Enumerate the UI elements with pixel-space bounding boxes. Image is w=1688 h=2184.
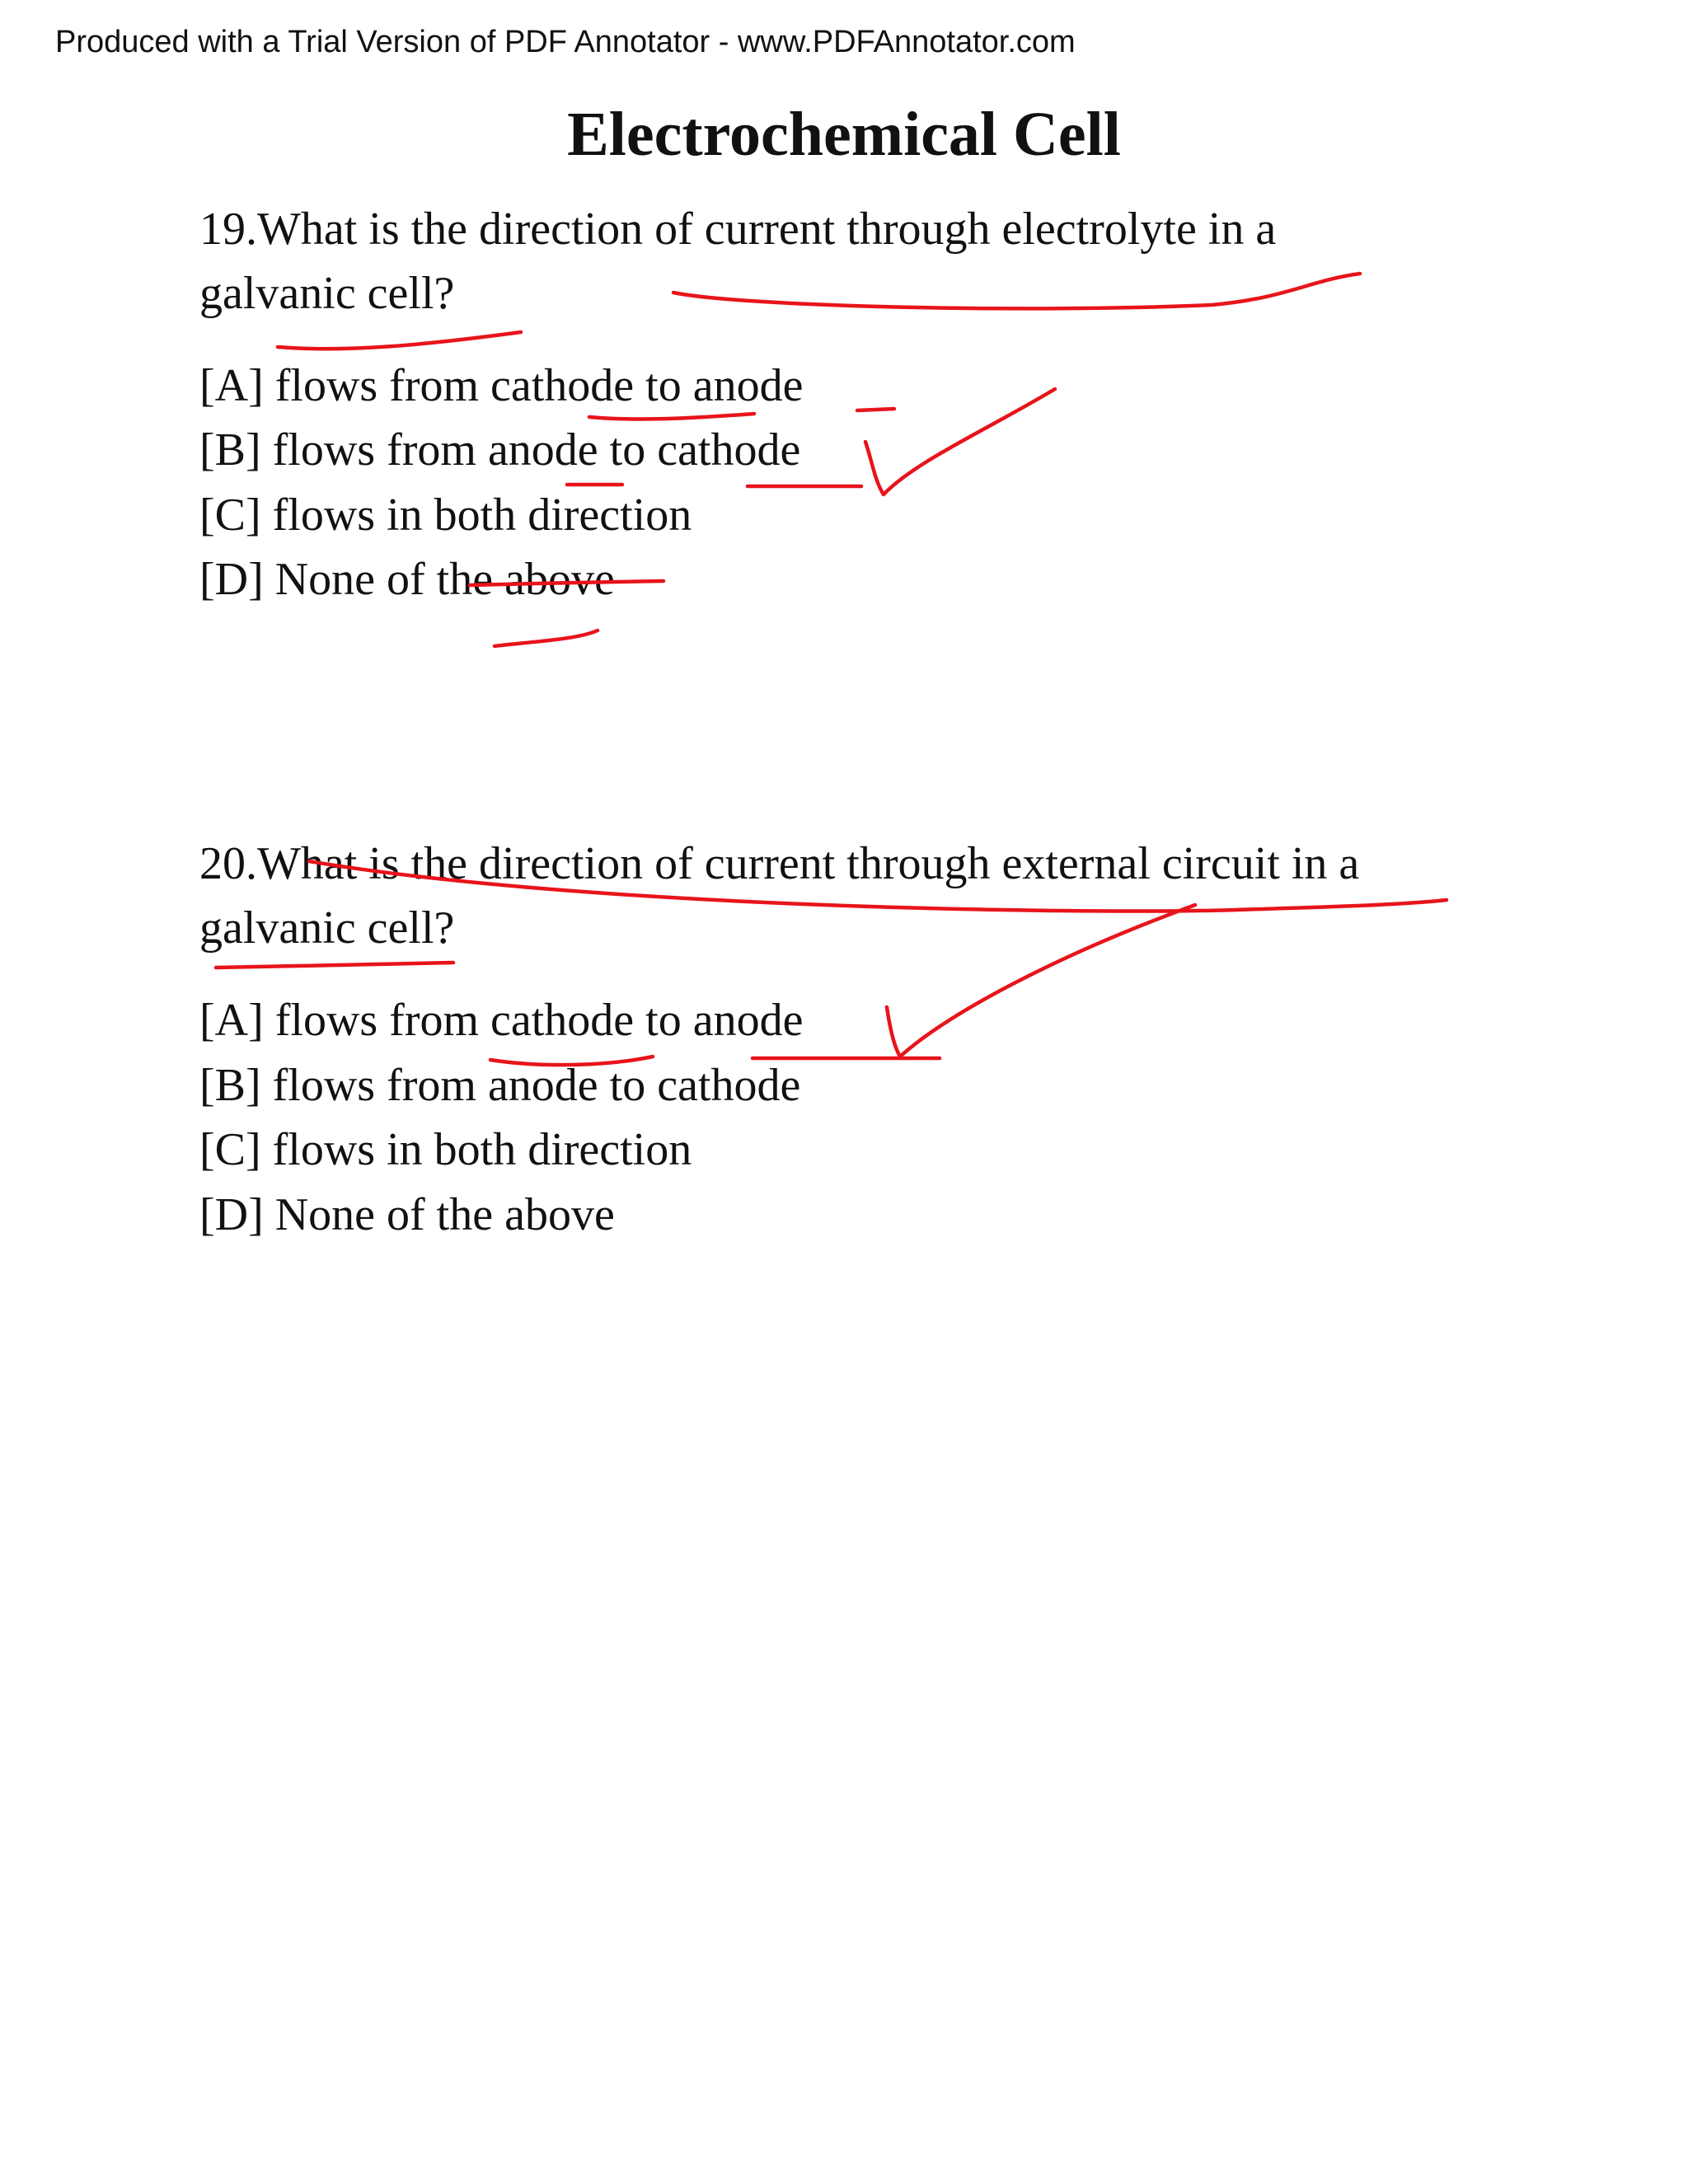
ink-underline-q19-line1 — [673, 274, 1360, 308]
question-20-text-line-2: galvanic cell? — [199, 902, 455, 954]
ink-underline-q19-galvanic — [278, 332, 521, 349]
question-19-text-line-1: 19.What is the direction of current through electrolyte in a — [199, 204, 1277, 255]
question-20-option-d: [D] None of the above — [199, 1189, 615, 1240]
trial-watermark: Produced with a Trial Version of PDF Annotator - www.PDFAnnotator.com — [55, 25, 1076, 59]
question-20-option-a: [A] flows from cathode to anode — [199, 995, 804, 1046]
ink-check-q19 — [865, 389, 1055, 494]
ink-underline-q20-galvanic — [216, 963, 453, 968]
question-20-option-c: [C] flows in both direction — [199, 1124, 692, 1175]
question-19-option-a: [A] flows from cathode to anode — [199, 360, 804, 411]
ink-dash-q19-a-end — [857, 409, 894, 410]
question-20-option-b: [B] flows from anode to cathode — [199, 1060, 801, 1111]
page-title: Electrochemical Cell — [567, 100, 1121, 169]
ink-check-q20 — [887, 905, 1195, 1057]
question-19-option-d: [D] None of the above — [199, 554, 615, 605]
question-20-text-line-1: 20.What is the direction of current through external circuit in a — [199, 838, 1360, 889]
question-19-option-b: [B] flows from anode to cathode — [199, 424, 801, 476]
ink-underline-q19-d — [495, 630, 598, 646]
question-19-text-line-2: galvanic cell? — [199, 268, 455, 319]
ink-underline-q19-a-cathode — [589, 414, 754, 419]
question-19-option-c: [C] flows in both direction — [199, 490, 692, 541]
